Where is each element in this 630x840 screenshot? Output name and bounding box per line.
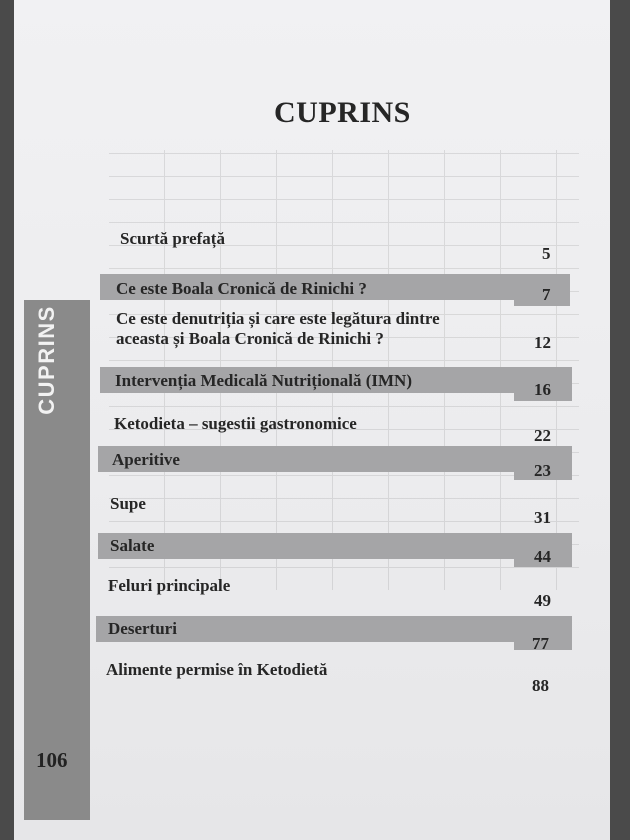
toc-entry-page: 12 (534, 333, 551, 352)
toc-entry-label: Ce este Boala Cronică de Rinichi ? (116, 279, 367, 298)
toc-entry-page: 88 (532, 676, 549, 695)
side-tab-label: CUPRINS (34, 305, 59, 415)
toc-entry-label: Ketodieta – sugestii gastronomice (114, 414, 357, 433)
toc-entry-label: Supe (110, 494, 146, 513)
toc-entry-page: 77 (532, 634, 549, 653)
toc-entry-label-line1: Ce este denutriția și care este legătura dintre (116, 309, 440, 328)
toc-entry-label: Intervenția Medicală Nutrițională (IMN) (115, 371, 412, 390)
toc-entry-label: Scurtă prefață (120, 229, 225, 248)
toc-entry-page: 31 (534, 508, 551, 527)
page-number: 106 (36, 748, 68, 772)
toc-entry-label: Salate (110, 536, 155, 555)
toc-entry-page: 44 (534, 547, 551, 566)
toc-entry-label-line2: aceasta și Boala Cronică de Rinichi ? (116, 329, 384, 348)
toc-entry-page: 7 (542, 285, 551, 304)
toc-entry-page: 22 (534, 426, 551, 445)
toc-entry-page: 5 (542, 244, 551, 263)
toc-highlight-band (98, 533, 572, 559)
page-title: CUPRINS (274, 96, 411, 129)
toc-entry-page: 16 (534, 380, 551, 399)
toc-entry-label: Feluri principale (108, 576, 231, 595)
toc-entry-label: Alimente permise în Ketodietă (106, 660, 328, 679)
toc-entry-label: Deserturi (108, 619, 177, 638)
book-page (14, 0, 610, 840)
table-of-contents (14, 0, 610, 840)
toc-entry-page: 23 (534, 461, 551, 480)
toc-entry-label: Aperitive (112, 450, 180, 469)
toc-entry-page: 49 (534, 591, 551, 610)
